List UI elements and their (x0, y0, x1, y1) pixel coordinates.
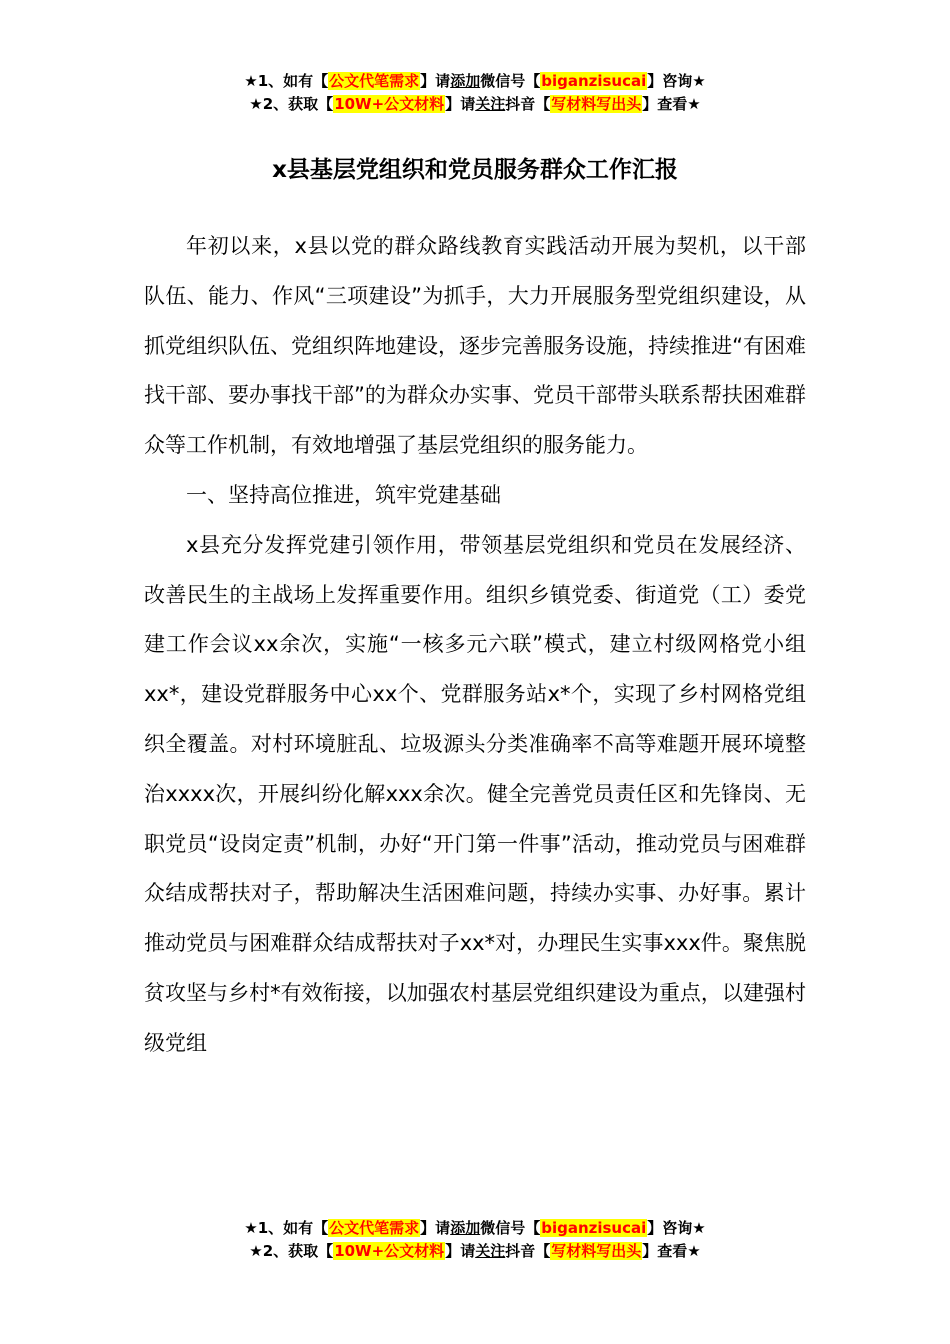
paragraph-section-1: x县充分发挥党建引领作用，带领基层党组织和党员在发展经济、改善民生的主战场上发挥重要作用。组织乡镇党委、街道党（工）委党建工作会议xx余次，实施“一核多元六联”模式，建立村级网格党小组xx*，建设党群服务中心xx个、党群服务站x*个，实现了乡村网格党组织全覆盖。对村环境脏乱、垃圾源头分类准确率不高等难题开展环境整治xxxx次，开展纠纷化解xxx余次。健全完善党员责任区和先锋岗、无职党员“设岗定责”机制，办好“开门第一件事”活动，推动党员与困难群众结成帮扶对子，帮助解决生活困难问题，持续办实事、办好事。累计推动党员与困难群众结成帮扶对子xx*对，办理民生实事xxx件。聚焦脱贫攻坚与乡村*有效衔接，以加强农村基层党组织建设为重点，以建强村级党组 (144, 532, 806, 1055)
banner-underline: 添加 (450, 72, 481, 90)
banner-underline: 添加 (450, 1219, 481, 1237)
banner-text: ★1、如有【 (244, 1219, 329, 1237)
paragraph-intro: 年初以来，x县以党的群众路线教育实践活动开展为契机，以干部队伍、能力、作风“三项建设”为抓手，大力开展服务型党组织建设，从抓党组织队伍、党组织阵地建设，逐步完善服务设施，持续推进“有困难找干部、要办事找干部”的为群众办实事、党员干部带头联系帮扶困难群众等工作机制，有效地增强了基层党组织的服务能力。 (144, 234, 806, 458)
banner-text: 】请 (420, 72, 451, 90)
banner-text: 】查看★ (642, 1242, 701, 1260)
banner-text: ★2、获取【 (249, 1242, 334, 1260)
banner-highlight: 公文代笔需求 (329, 72, 420, 90)
banner-text: 微信号【 (480, 1219, 541, 1237)
banner-text: 】咨询★ (647, 1219, 706, 1237)
banner-line-1 (0, 70, 950, 93)
banner-underline: 关注 (475, 1242, 506, 1260)
banner-highlight: biganzisucai (541, 1219, 647, 1237)
section-heading-1: 一、坚持高位推进，筑牢党建基础 (186, 482, 501, 507)
banner-text: 】请 (445, 1242, 476, 1260)
header-banner (0, 70, 950, 116)
document-body (144, 222, 806, 1069)
banner-text: 】请 (420, 1219, 451, 1237)
banner-text: ★1、如有【 (244, 72, 329, 90)
banner-text: ★2、获取【 (249, 95, 334, 113)
banner-highlight: 10W+公文材料 (334, 95, 445, 113)
banner-text: 抖音【 (505, 1242, 551, 1260)
banner-highlight: 公文代笔需求 (329, 1219, 420, 1237)
banner-text: 】咨询★ (647, 72, 706, 90)
banner-line-2 (0, 1240, 950, 1263)
banner-line-1 (0, 1217, 950, 1240)
banner-text: 微信号【 (480, 72, 541, 90)
banner-text: 】查看★ (642, 95, 701, 113)
banner-text: 抖音【 (505, 95, 551, 113)
banner-highlight: biganzisucai (541, 72, 647, 90)
banner-text: 】请 (445, 95, 476, 113)
banner-line-2 (0, 93, 950, 116)
document-title: x县基层党组织和党员服务群众工作汇报 (272, 157, 678, 183)
banner-highlight: 10W+公文材料 (334, 1242, 445, 1260)
banner-highlight: 写材料写出头 (551, 95, 642, 113)
footer-banner (0, 1217, 950, 1263)
banner-underline: 关注 (475, 95, 506, 113)
banner-highlight: 写材料写出头 (551, 1242, 642, 1260)
